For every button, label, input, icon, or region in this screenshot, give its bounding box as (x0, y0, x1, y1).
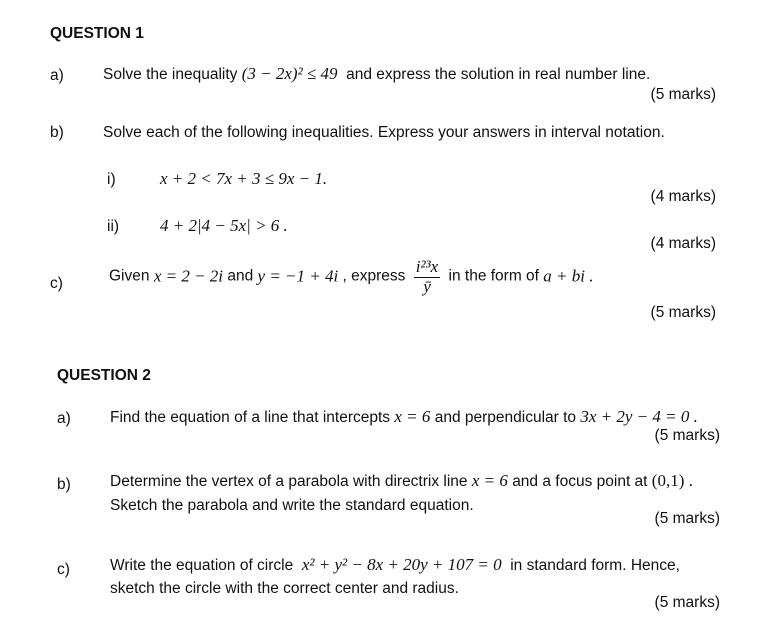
q1b-ii-marks: (4 marks) (650, 235, 716, 252)
q1b-i-expression: x + 2 < 7x + 3 ≤ 9x − 1. (160, 169, 328, 188)
q2b-text-before: Determine the vertex of a parabola with directrix line (110, 473, 468, 490)
q1a-label: a) (50, 67, 64, 84)
q1b-i-marks: (4 marks) (650, 188, 716, 205)
q2a-question (110, 407, 698, 427)
q1c-in-form: in the form of (448, 267, 539, 285)
q1a-marks: (5 marks) (650, 86, 716, 103)
q2c-label: c) (57, 561, 70, 578)
q2b-directrix: x = 6 (471, 471, 508, 490)
q1c-label: c) (50, 275, 63, 292)
q2b-marks: (5 marks) (654, 510, 720, 527)
q2c-text-before: Write the equation of circle (110, 557, 294, 574)
q2a-label: a) (57, 410, 71, 427)
q1c-and: and (227, 267, 254, 285)
q2b-text-mid: and a focus point at (512, 473, 648, 490)
q1c-fraction-denominator: ȳ (423, 277, 431, 296)
q2b-question-line1 (110, 471, 693, 491)
q1c-y-expression: y = −1 + 4i (257, 266, 339, 286)
q1c-given: Given (109, 267, 150, 285)
q1c-fraction (414, 257, 440, 296)
q2c-question-line1 (110, 555, 680, 575)
q1b-i-label: i) (107, 171, 116, 188)
q2a-x-equation: x = 6 (394, 407, 431, 426)
q1c-question (109, 257, 594, 296)
q1c-x-expression: x = 2 − 2i (153, 266, 224, 286)
q1c-express: , express (342, 267, 406, 285)
question-2-heading: QUESTION 2 (57, 367, 151, 384)
q1b-label: b) (50, 124, 64, 141)
q1a-text-before: Solve the inequality (103, 66, 238, 83)
q1b-ii-expression: 4 + 2|4 − 5x| > 6 . (160, 216, 288, 235)
q2c-circle-equation: x² + y² − 8x + 20y + 107 = 0 (301, 555, 502, 574)
question-1-heading: QUESTION 1 (50, 25, 144, 42)
q1b-text: Solve each of the following inequalities. Express your answers in interval notation. (103, 124, 665, 141)
q1a-text-after: and express the solution in real number line. (346, 66, 651, 83)
q2c-question-line2: sketch the circle with the correct center and radius. (110, 580, 459, 597)
q2a-marks: (5 marks) (654, 427, 720, 444)
q1c-fraction-numerator: i²³x (415, 257, 439, 276)
q2c-marks: (5 marks) (654, 594, 720, 611)
q1a-question (103, 64, 650, 84)
q2a-text-mid: and perpendicular to (434, 409, 577, 426)
q2c-text-after: in standard form. Hence, (510, 557, 680, 574)
q2b-label: b) (57, 476, 71, 493)
q1a-inequality: (3 − 2x)² ≤ 49 (241, 64, 338, 83)
q1c-marks: (5 marks) (650, 304, 716, 321)
q2a-text-before: Find the equation of a line that intercepts (110, 409, 391, 426)
q2b-question-line2: Sketch the parabola and write the standard equation. (110, 497, 474, 514)
q2b-focus-point: (0,1) . (651, 471, 693, 490)
q2a-line-equation: 3x + 2y − 4 = 0 . (580, 407, 698, 426)
q1c-form-expression: a + bi . (543, 266, 594, 286)
q1b-ii-label: ii) (107, 218, 120, 235)
